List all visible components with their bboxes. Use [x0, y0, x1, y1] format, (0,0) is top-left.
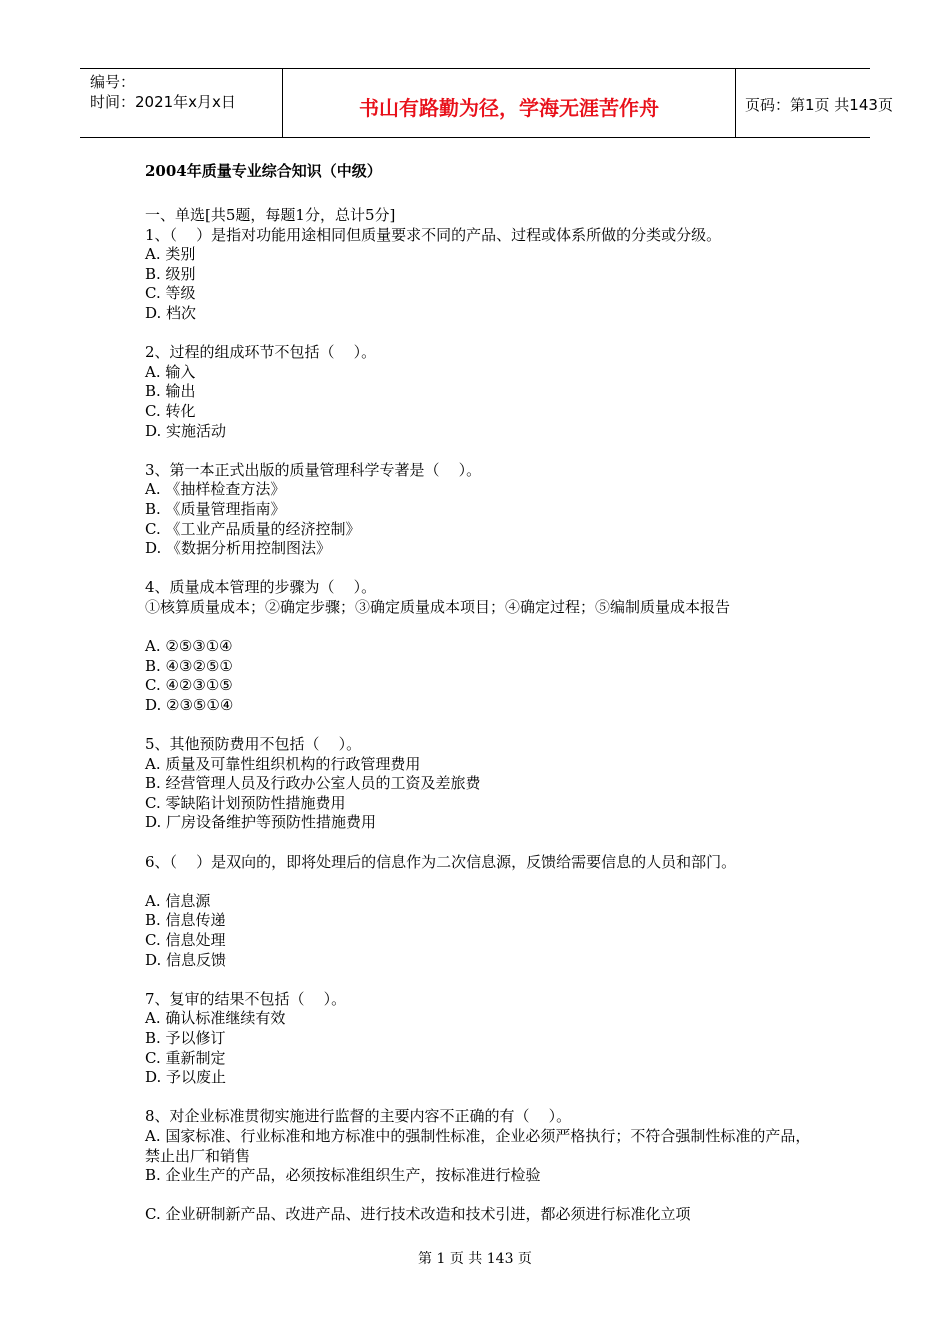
- option: A. ②⑤③①④: [145, 637, 233, 656]
- question: [145, 578, 825, 715]
- option: D. ②③⑤①④: [145, 695, 234, 714]
- page-footer: 第 1 页 共 143 页: [418, 1251, 532, 1267]
- question: [145, 343, 825, 441]
- option: C. ④②③①⑤: [145, 676, 233, 695]
- option: B. 予以修订: [145, 1028, 226, 1047]
- option: A. 确认标准继续有效: [145, 1009, 286, 1028]
- option: B. 信息传递: [145, 911, 226, 930]
- option: A. 类别: [145, 245, 196, 264]
- question: [145, 853, 825, 971]
- option: B. 《质量管理指南》: [145, 499, 286, 518]
- question-stem: 4、质量成本管理的步骤为（ ）。: [145, 578, 377, 597]
- question-stem: 5、其他预防费用不包括（ ）。: [145, 735, 362, 754]
- question-stem: 1、（ ）是指对功能用途相同但质量要求不同的产品、过程或体系所做的分类或分级。: [145, 225, 722, 244]
- question: [145, 226, 825, 324]
- question-note: ①核算质量成本；②确定步骤；③确定质量成本项目；④确定过程；⑤编制质量成本报告: [145, 597, 731, 616]
- option: C. 等级: [145, 284, 196, 303]
- option: A. 国家标准、行业标准和地方标准中的强制性标准，企业必须严格执行；不符合强制性标准的产品，禁止出厂和销售: [145, 1126, 811, 1165]
- date-line: 时间：2021年x月x日: [90, 93, 236, 111]
- option: C. 转化: [145, 401, 196, 420]
- option: C. 零缺陷计划预防性措施费用: [145, 793, 346, 812]
- question: [145, 735, 825, 833]
- question: [145, 461, 825, 559]
- question-stem: 6、（ ）是双向的，即将处理后的信息作为二次信息源，反馈给需要信息的人员和部门。: [145, 852, 737, 871]
- option: D. 实施活动: [145, 421, 227, 440]
- option: C. 信息处理: [145, 930, 226, 949]
- motto: 书山有路勤为径，学海无涯苦作舟: [359, 96, 659, 120]
- option: D. 予以废止: [145, 1068, 227, 1087]
- option: D. 厂房设备维护等预防性措施费用: [145, 813, 377, 832]
- question-stem: 7、复审的结果不包括（ ）。: [145, 989, 347, 1008]
- question-stem: 3、第一本正式出版的质量管理科学专著是（ ）。: [145, 460, 482, 479]
- option: B. 企业生产的产品，必须按标准组织生产，按标准进行检验: [145, 1166, 541, 1185]
- header-meta-cell: [80, 69, 282, 137]
- header-page-cell: [735, 69, 893, 137]
- document-title: 2004年质量专业综合知识（中级）: [145, 162, 382, 180]
- option: D. 档次: [145, 303, 197, 322]
- option: A. 信息源: [145, 891, 211, 910]
- option: B. 经营管理人员及行政办公室人员的工资及差旅费: [145, 774, 481, 793]
- option: C. 《工业产品质量的经济控制》: [145, 519, 361, 538]
- question-stem: 8、对企业标准贯彻实施进行监督的主要内容不正确的有（ ）。: [145, 1107, 572, 1126]
- section-heading: 一、单选[共5题，每题1分，总计5分]: [145, 206, 396, 224]
- document-body: [145, 206, 825, 1225]
- option: A. 《抽样检查方法》: [145, 480, 286, 499]
- question-stem: 2、过程的组成环节不包括（ ）。: [145, 343, 377, 362]
- option: A. 输入: [145, 362, 196, 381]
- option: D. 信息反馈: [145, 950, 227, 969]
- header-page-info: 页码：第1页 共143页: [745, 96, 893, 114]
- serial-label: 编号：: [90, 73, 136, 91]
- option: D. 《数据分析用控制图法》: [145, 539, 332, 558]
- option: B. 级别: [145, 264, 196, 283]
- header-motto-cell: [282, 69, 736, 137]
- option: C. 企业研制新产品、改进产品、进行技术改造和技术引进，都必须进行标准化立项: [145, 1205, 691, 1224]
- option: B. ④③②⑤①: [145, 656, 233, 675]
- question: [145, 990, 825, 1088]
- option: C. 重新制定: [145, 1048, 226, 1067]
- option: A. 质量及可靠性组织机构的行政管理费用: [145, 754, 421, 773]
- page-header: [80, 68, 893, 138]
- option: B. 输出: [145, 382, 196, 401]
- question: [145, 1107, 825, 1225]
